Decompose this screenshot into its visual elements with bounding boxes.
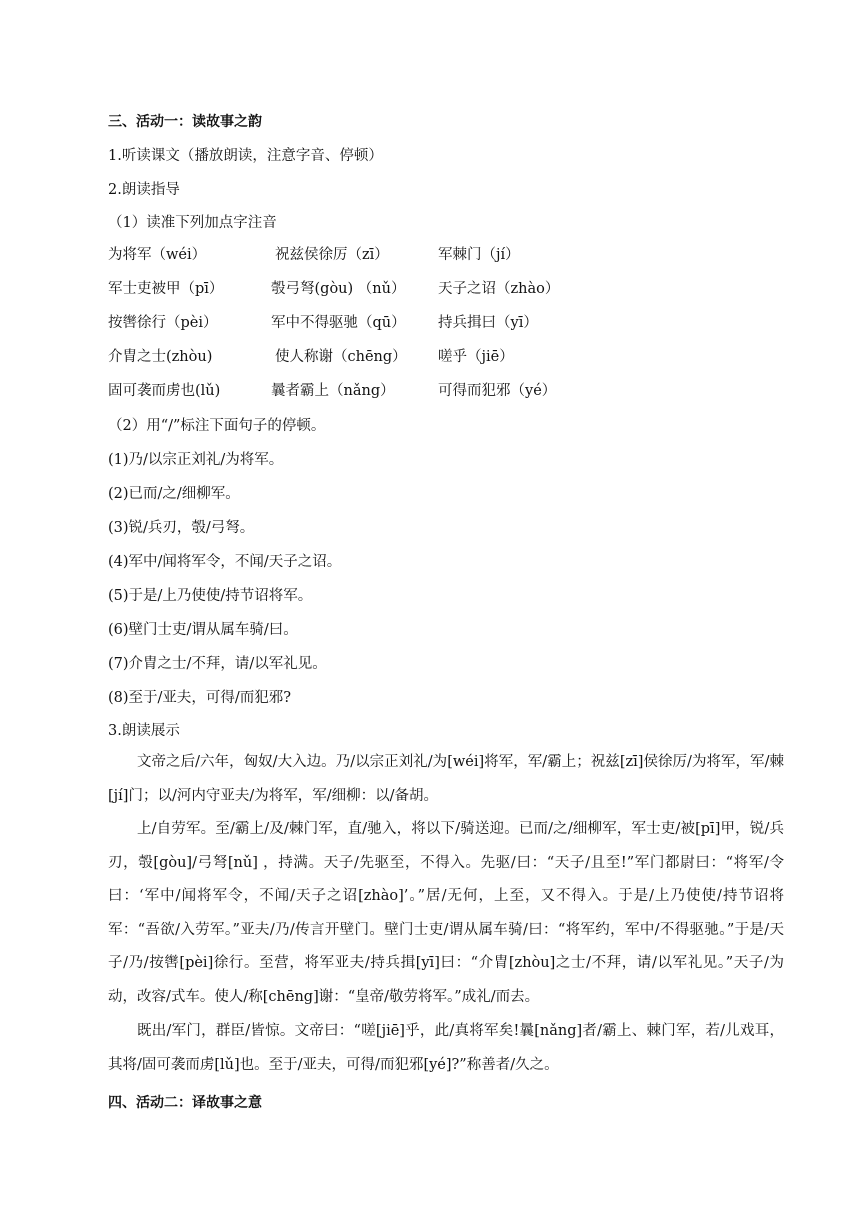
reading-paragraph-2: 上/自劳军。至/霸上/及/棘门军，直/驰入，将以下/骑送迎。已而/之/细柳军，军士吏/被[pī]甲，锐/兵刃，彀[gòu]/弓弩[nǔ] ，持满。天子/先驱至，不得入。先驱/曰：“天子/且至!”军门都尉曰：“将军/令曰：‘军中/闻将军令，不闻/天子之诏[zhào]’。”居/无何，上至，又不得入。于是/上乃使使/持节诏将军：“吾欲/入劳军。”亚夫/乃/传言开壁门。壁门士吏/谓从属车骑/曰：“将军约，军中/不得驱驰。”于是/天子/乃/按辔[pèi]徐行。至营，将军亚夫/持兵揖[yī]曰：“介胄[zhòu]之士/不拜，请/以军礼见。”天子/为动，改容/式车。使人/称[chēng]谢：“皇帝/敬劳将军。”成礼/而去。 xyxy=(108,821,784,1005)
pause-sentence: (2)已而/之/细柳军。 xyxy=(108,486,240,502)
pause-sentence: (5)于是/上乃使使/持节诏将军。 xyxy=(108,588,313,604)
reading-paragraph-3: 既出/军门，群臣/皆惊。文帝曰：“嗟[jiē]乎，此/真将军矣!曩[nǎng]者/霸上、棘门军，若/儿戏耳，其将/固可袭而虏[lǔ]也。至于/亚夫，可得/而犯邪[yé]?”称善者/久之。 xyxy=(108,1023,784,1073)
pron-item: 军中不得驱驰（qū） xyxy=(271,315,406,331)
item-3-reading-display: 3.朗读展示 xyxy=(108,723,180,739)
pause-sentence: (7)介胄之士/不拜，请/以军礼见。 xyxy=(108,656,327,672)
reading-paragraph-1: 文帝之后/六年，匈奴/大入边。乃/以宗正刘礼/为[wéi]将军，军/霸上；祝兹[zī]侯徐厉/为将军，军/棘[jí]门；以/河内守亚夫/为将军，军/细柳：以/备胡。 xyxy=(108,754,784,804)
section-4-heading: 四、活动二：译故事之意 xyxy=(108,1095,262,1111)
sub-1-title: （1）读准下列加点字注音 xyxy=(108,215,277,231)
pron-item: 使人称谢（chēng） xyxy=(275,349,407,365)
item-1-listen: 1.听读课文（播放朗读，注意字音、停顿） xyxy=(108,148,383,164)
section-3-heading: 三、活动一：读故事之韵 xyxy=(108,114,262,130)
pron-item: 按辔徐行（pèi） xyxy=(108,315,218,331)
pause-sentence: (8)至于/亚夫，可得/而犯邪? xyxy=(108,690,292,706)
pron-item: 嗟乎（jiē） xyxy=(438,349,514,365)
pron-item: 军士吏被甲（pī） xyxy=(108,281,224,297)
pause-sentence: (1)乃/以宗正刘礼/为将军。 xyxy=(108,452,284,468)
pause-sentence: (6)壁门士吏/谓从属车骑/曰。 xyxy=(108,622,298,638)
pron-item: 祝兹侯徐厉（zī） xyxy=(275,247,389,263)
pron-item: 军棘门（jí） xyxy=(438,247,520,263)
pron-item: 彀弓弩(gòu) （nǔ） xyxy=(271,281,406,297)
sub-2-title: （2）用“/”标注下面句子的停顿。 xyxy=(108,418,326,434)
pron-item: 固可袭而虏也(lǔ) xyxy=(108,383,221,399)
item-2-guidance: 2.朗读指导 xyxy=(108,182,180,198)
pron-item: 天子之诏（zhào） xyxy=(438,281,560,297)
pause-sentence: (4)军中/闻将军令，不闻/天子之诏。 xyxy=(108,554,342,570)
pron-item: 介胄之士(zhòu) xyxy=(108,349,213,365)
pron-item: 为将军（wéi） xyxy=(108,247,207,263)
pron-item: 持兵揖曰（yī） xyxy=(438,315,538,331)
pron-item: 曩者霸上（nǎng） xyxy=(271,383,395,399)
pause-sentence: (3)锐/兵刃，彀/弓弩。 xyxy=(108,520,255,536)
pron-item: 可得而犯邪（yé） xyxy=(438,383,557,399)
